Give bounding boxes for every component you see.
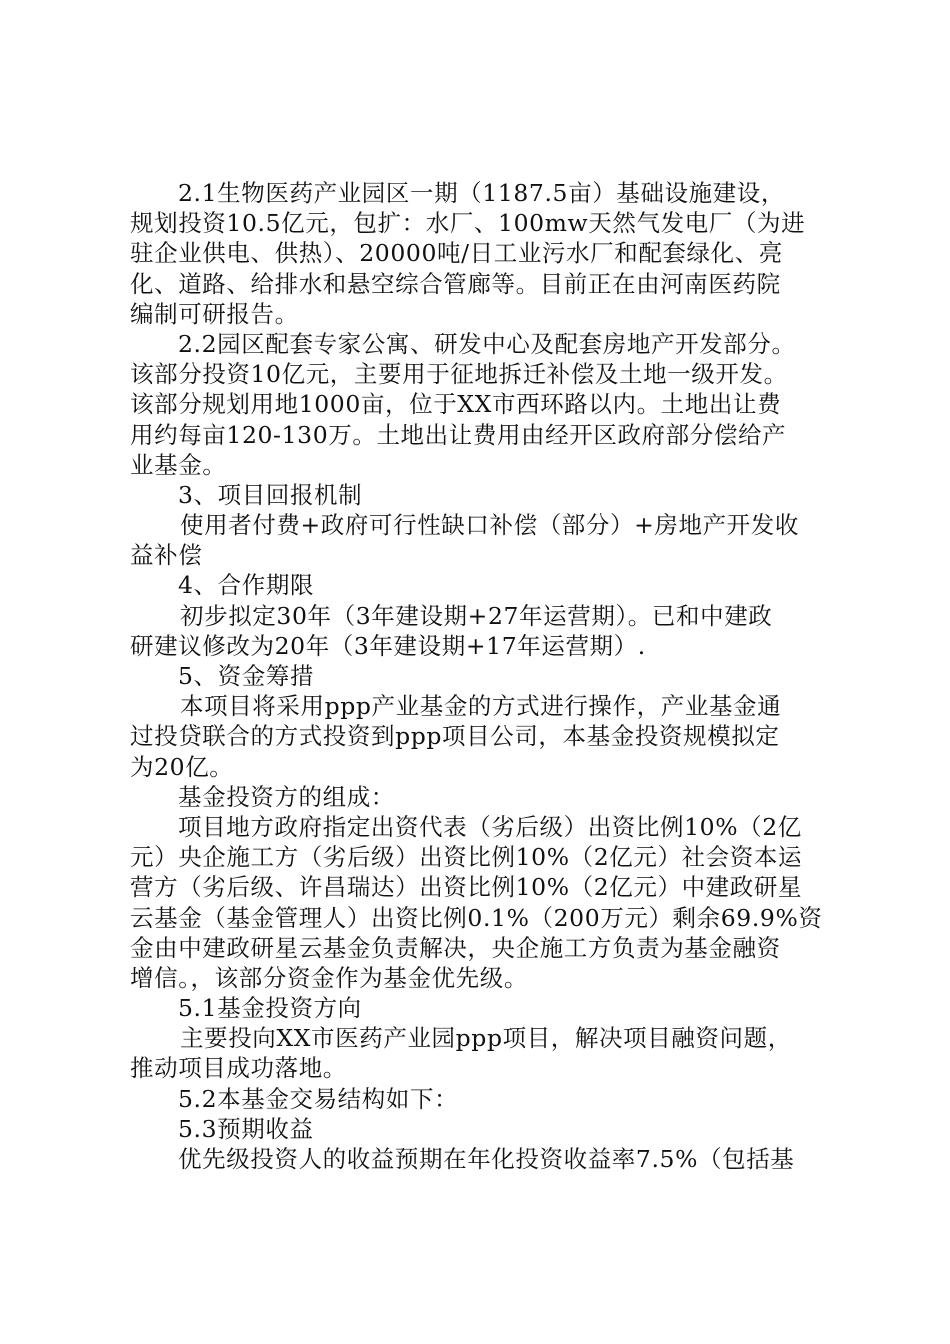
section-heading: 5.2本基金交易结构如下： xyxy=(178,1084,459,1113)
text-line: 业基金。 xyxy=(130,450,227,479)
text-line: 主要投向XX市医药产业园ppp项目，解决项目融资问题， xyxy=(180,1024,792,1053)
text-line: 基金投资方的组成： xyxy=(178,782,395,811)
text-line: 化、道路、给排水和悬空综合管廊等。目前正在由河南医药院 xyxy=(130,269,781,298)
text-line: 金由中建政研星云基金负责解决，央企施工方负责为基金融资 xyxy=(130,933,781,962)
text-line: 研建议修改为20年（3年建设期+17年运营期）. xyxy=(130,631,646,660)
text-line: 优先级投资人的收益预期在年化投资收益率7.5%（包括基 xyxy=(178,1145,795,1173)
text-line: 云基金（基金管理人）出资比例0.1%（200万元）剩余69.9%资 xyxy=(130,903,823,932)
text-line: 增信。，该部分资金作为基金优先级。 xyxy=(130,963,528,992)
text-line: 使用者付费+政府可行性缺口补偿（部分）+房地产开发收 xyxy=(180,511,799,540)
text-line: 过投贷联合的方式投资到ppp项目公司，本基金投资规模拟定 xyxy=(130,722,780,751)
text-line: 编制可研报告。 xyxy=(130,299,299,328)
section-heading: 5.3预期收益 xyxy=(178,1114,314,1143)
text-line: 营方（劣后级、许昌瑞达）出资比例10%（2亿元）中建政研星 xyxy=(130,873,803,902)
section-heading: 5、资金筹措 xyxy=(178,662,315,690)
text-line: 用约每亩120-130万。土地出让费用由经开区政府部分偿给产 xyxy=(130,420,787,449)
text-line: 为20亿。 xyxy=(130,752,234,781)
document-body xyxy=(130,178,830,1174)
text-line: 初步拟定30年（3年建设期+27年运营期）。已和中建政 xyxy=(180,601,773,630)
text-line: 驻企业供电、供热）、20000吨/日工业污水厂和配套绿化、亮 xyxy=(130,239,783,268)
text-line: 推动项目成功落地。 xyxy=(130,1054,347,1083)
text-line: 2.1生物医药产业园区一期（1187.5亩）基础设施建设， xyxy=(178,179,785,207)
text-line: 本项目将采用ppp产业基金的方式进行操作，产业基金通 xyxy=(180,692,782,721)
section-heading: 3、项目回报机制 xyxy=(178,480,363,509)
text-line: 2.2园区配套专家公寓、研发中心及配套房地产开发部分。 xyxy=(178,329,796,358)
text-line: 益补偿 xyxy=(130,541,203,570)
text-line: 规划投资10.5亿元，包扩：水厂、100mw天然气发电厂（为进 xyxy=(130,209,806,238)
text-line: 该部分投资10亿元，主要用于征地拆迁补偿及土地一级开发。 xyxy=(130,360,788,389)
section-heading: 5.1基金投资方向 xyxy=(178,994,362,1023)
text-line: 项目地方政府指定出资代表（劣后级）出资比例10%（2亿 xyxy=(178,812,802,841)
section-heading: 4、合作期限 xyxy=(178,571,315,600)
text-line: 该部分规划用地1000亩，位于XX市西环路以内。土地出让费 xyxy=(130,390,782,419)
text-line: 元）央企施工方（劣后级）出资比例10%（2亿元）社会资本运 xyxy=(130,843,803,872)
